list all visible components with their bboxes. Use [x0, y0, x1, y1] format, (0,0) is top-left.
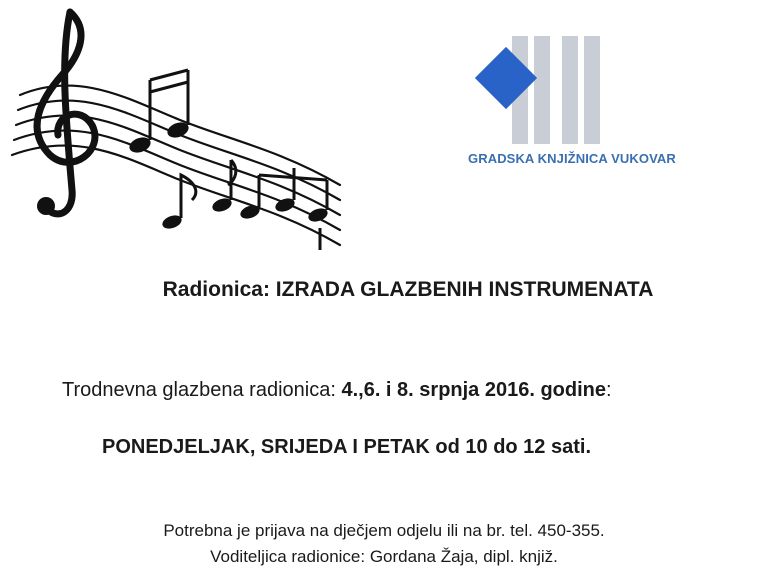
- workshop-dates: [62, 379, 612, 402]
- music-notes-staff-icon: [0, 0, 360, 270]
- dates-end: :: [606, 379, 612, 401]
- workshop-title: Radionica: IZRADA GLAZBENIH INSTRUMENATA: [162, 278, 654, 301]
- registration-note: Potrebna je prijava na dječjem odjelu ili na br. tel. 450-355.: [163, 521, 605, 540]
- library-name: GRADSKA KNJIŽNICA VUKOVAR: [468, 151, 676, 166]
- dates-intro: Trodnevna glazbena radionica: [62, 379, 331, 401]
- workshop-leader: Voditeljica radionice: Gordana Žaja, dipl. knjiž.: [210, 547, 558, 566]
- workshop-days: PONEDJELJAK, SRIJEDA I PETAK od 10 do 12 sati.: [102, 436, 592, 458]
- dates-colon: :: [330, 379, 336, 401]
- dates-value: 4.,6. i 8. srpnja 2016. godine: [335, 379, 607, 401]
